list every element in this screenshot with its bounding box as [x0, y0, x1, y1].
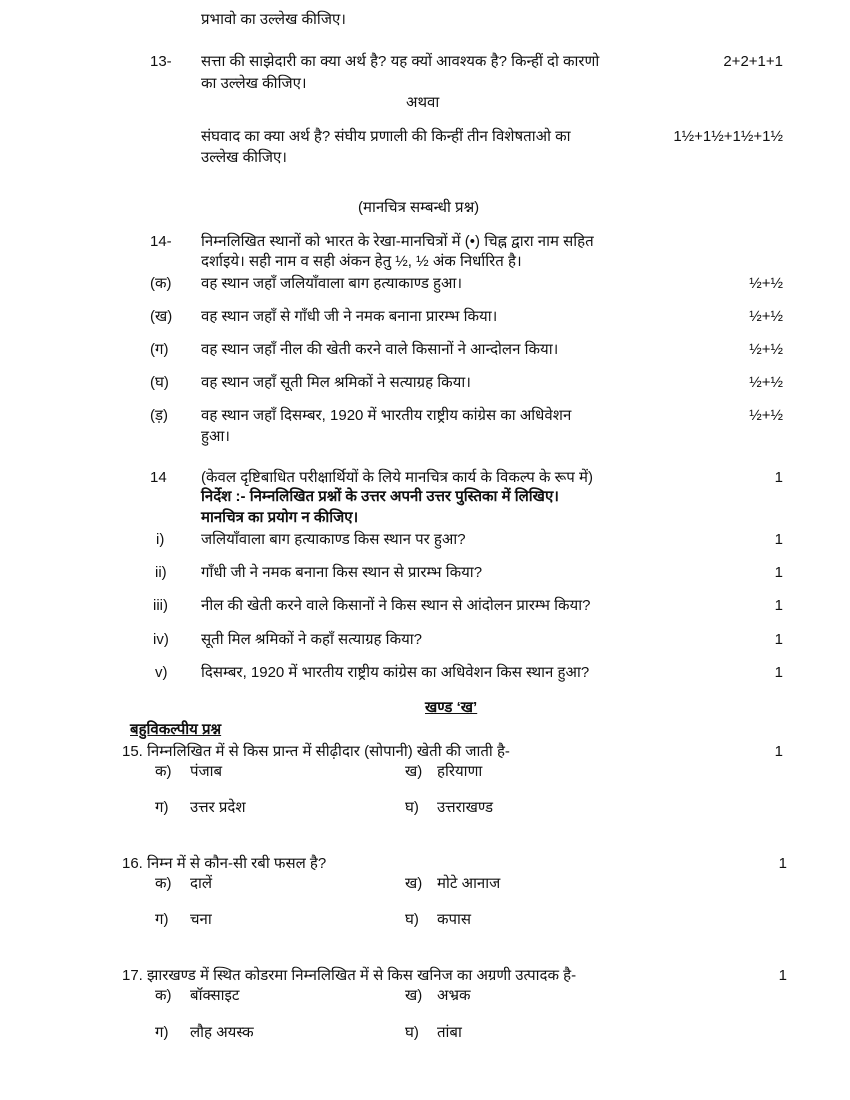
- item-text: गाँधी जी ने नमक बनाना किस स्थान से प्रारम्भ किया?: [201, 564, 483, 581]
- item-text: वह स्थान जहाँ दिसम्बर, 1920 में भारतीय राष्ट्रीय कांग्रेस का अधिवेशन: [201, 407, 572, 424]
- item-label: (ख): [150, 308, 173, 325]
- item-text: वह स्थान जहाँ से गाँधी जी ने नमक बनाना प्रारम्भ किया।: [201, 308, 498, 325]
- marks: 1: [778, 967, 787, 984]
- section-b-heading: खण्ड ‘ख’: [425, 699, 478, 716]
- marks: 1: [774, 631, 783, 648]
- option-text: दालें: [190, 875, 213, 892]
- option-label: क): [155, 875, 172, 892]
- option-text: चना: [190, 911, 212, 928]
- option-text: पंजाब: [190, 763, 223, 780]
- item-text: वह स्थान जहाँ सूती मिल श्रमिकों ने सत्याग्रह किया।: [201, 374, 471, 391]
- option-label: घ): [405, 911, 419, 928]
- item-text: सूती मिल श्रमिकों ने कहाँ सत्याग्रह किया?: [201, 631, 423, 648]
- item-label: (क): [150, 275, 172, 292]
- question-text: उल्लेख कीजिए।: [201, 149, 287, 166]
- option-text: उत्तराखण्ड: [437, 799, 494, 816]
- item-label: v): [155, 664, 168, 681]
- item-text: जलियाँवाला बाग हत्याकाण्ड किस स्थान पर हुआ?: [201, 531, 466, 548]
- option-label: ग): [155, 799, 169, 816]
- marks: 1: [774, 664, 783, 681]
- marks: 1: [774, 564, 783, 581]
- marks: 1: [774, 469, 783, 486]
- item-label: (ग): [150, 341, 169, 358]
- instruction: मानचित्र का प्रयोग न कीजिए।: [201, 509, 359, 526]
- marks: 1: [774, 531, 783, 548]
- option-text: बॉक्साइट: [190, 987, 240, 1004]
- question-text: संघवाद का क्या अर्थ है? संघीय प्रणाली की किन्हीं तीन विशेषताओ का: [201, 128, 571, 145]
- mcq-heading: बहुविकल्पीय प्रश्न: [130, 721, 222, 738]
- option-label: क): [155, 987, 172, 1004]
- item-text: हुआ।: [201, 428, 230, 445]
- option-text: तांबा: [437, 1024, 462, 1041]
- option-text: अभ्रक: [437, 987, 471, 1004]
- marks: ½+½: [749, 341, 783, 358]
- item-text: दिसम्बर, 1920 में भारतीय राष्ट्रीय कांग्रेस का अधिवेशन किस स्थान हुआ?: [201, 664, 590, 681]
- item-text: नील की खेती करने वाले किसानों ने किस स्थान से आंदोलन प्रारम्भ किया?: [201, 597, 591, 614]
- item-label: i): [156, 531, 165, 548]
- marks: ½+½: [749, 407, 783, 424]
- option-text: कपास: [437, 911, 472, 928]
- option-label: ग): [155, 1024, 169, 1041]
- option-label: ख): [405, 875, 423, 892]
- marks: ½+½: [749, 308, 783, 325]
- option-label: ख): [405, 987, 423, 1004]
- marks: 1: [774, 743, 783, 760]
- or-label: अथवा: [406, 94, 440, 111]
- option-label: घ): [405, 799, 419, 816]
- item-text: वह स्थान जहाँ नील की खेती करने वाले किसानों ने आन्दोलन किया।: [201, 341, 559, 358]
- question-text: 15. निम्नलिखित में से किस प्रान्त में सीढ़ीदार (सोपानी) खेती की जाती है-: [122, 743, 510, 760]
- question-text: (केवल दृष्टिबाधित परीक्षार्थियों के लिये मानचित्र कार्य के विकल्प के रूप में): [201, 469, 593, 486]
- option-label: ग): [155, 911, 169, 928]
- option-label: क): [155, 763, 172, 780]
- marks: 1: [778, 855, 787, 872]
- item-label: (ड़): [150, 407, 169, 424]
- question-number: 14-: [150, 233, 172, 250]
- question-text: का उल्लेख कीजिए।: [201, 75, 307, 92]
- question-text: 17. झारखण्ड में स्थित कोडरमा निम्नलिखित में से किस खनिज का अग्रणी उत्पादक है-: [122, 967, 577, 984]
- instruction: निर्देश :- निम्नलिखित प्रश्नों के उत्तर अपनी उत्तर पुस्तिका में लिखिए।: [201, 488, 559, 505]
- q12-tail: प्रभावो का उल्लेख कीजिए।: [201, 11, 346, 28]
- item-label: ii): [155, 564, 167, 581]
- item-label: (घ): [150, 374, 169, 391]
- option-label: घ): [405, 1024, 419, 1041]
- option-text: हरियाणा: [437, 763, 483, 780]
- marks: ½+½: [749, 374, 783, 391]
- option-text: उत्तर प्रदेश: [190, 799, 246, 816]
- question-text: दर्शाइये। सही नाम व सही अंकन हेतु ½, ½ अंक निर्धारित है।: [201, 253, 522, 270]
- option-text: लौह अयस्क: [190, 1024, 254, 1041]
- option-label: ख): [405, 763, 423, 780]
- item-label: iv): [153, 631, 169, 648]
- marks: 1: [774, 597, 783, 614]
- question-number: 14: [150, 469, 167, 486]
- option-text: मोटे आनाज: [437, 875, 501, 892]
- question-text: निम्नलिखित स्थानों को भारत के रेखा-मानचित्रों में (•) चिह्न द्वारा नाम सहित: [201, 233, 594, 250]
- question-text: 16. निम्न में से कौन-सी रबी फसल है?: [122, 855, 327, 872]
- marks: 1½+1½+1½+1½: [673, 128, 783, 145]
- marks: ½+½: [749, 275, 783, 292]
- map-section-heading: (मानचित्र सम्बन्धी प्रश्न): [358, 199, 480, 216]
- item-text: वह स्थान जहाँ जलियाँवाला बाग हत्याकाण्ड हुआ।: [201, 275, 463, 292]
- question-text: सत्ता की साझेदारी का क्या अर्थ है? यह क्यों आवश्यक है? किन्हीं दो कारणो: [201, 53, 600, 70]
- marks: 2+2+1+1: [723, 53, 783, 70]
- item-label: iii): [153, 597, 168, 614]
- question-number: 13-: [150, 53, 172, 70]
